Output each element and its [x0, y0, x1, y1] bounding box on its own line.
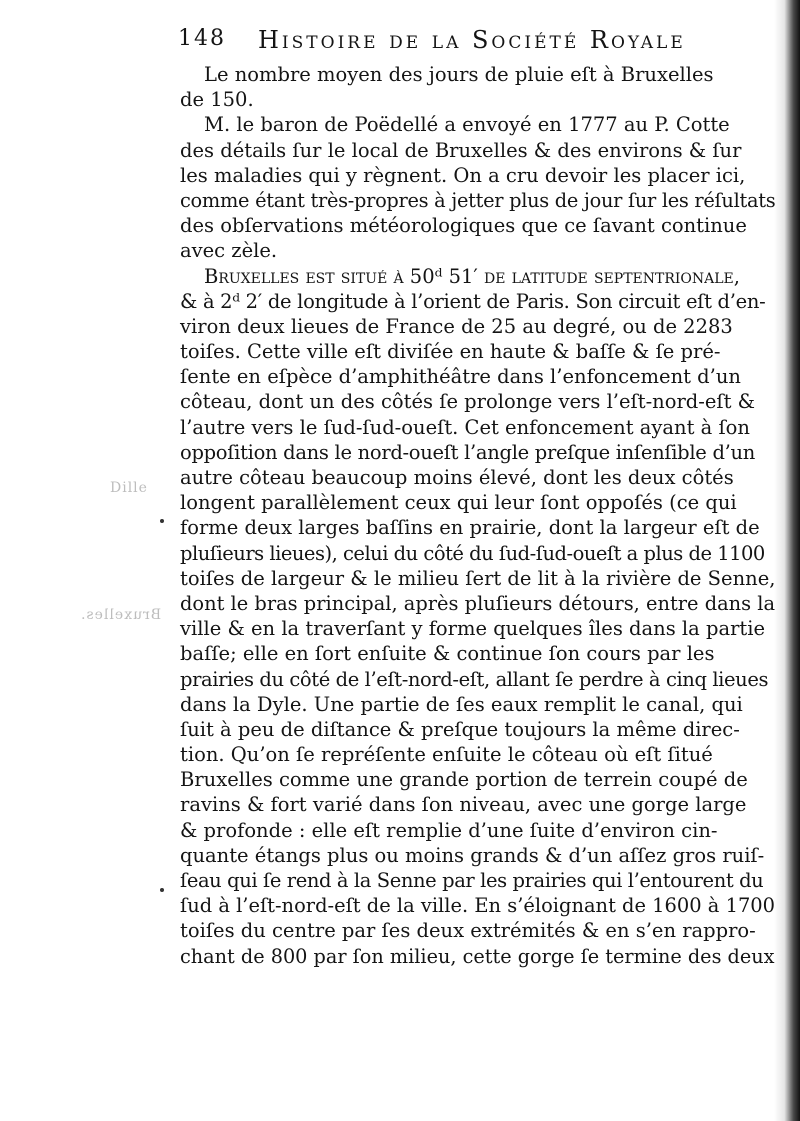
text-line: oppoſition dans le nord-oueſt l’angle preſque inſenſible d’un — [180, 440, 756, 464]
text-line: pluſieurs lieues), celui du côté du ſud-ſud-oueſt a plus de 1100 — [180, 541, 765, 565]
text-line: dont le bras principal, après pluſieurs détours, entre dans la — [180, 591, 776, 615]
text-line: viron deux lieues de France de 25 au degré, ou de 2283 — [180, 314, 733, 338]
page-binding-shadow — [774, 0, 800, 1121]
page-header — [178, 22, 778, 58]
text-line: autre côteau beaucoup moins élevé, dont les deux côtés — [180, 466, 734, 489]
margin-note-bleedthrough: Bruxelles. — [80, 607, 162, 623]
text-line: dans la Dyle. Une partie de ſes eaux remplit le canal, qui — [180, 692, 743, 716]
text-line: ville & en la traverſant y forme quelques îles dans la partie — [180, 617, 765, 641]
text-line: quante étangs plus ou moins grands & d’un aſſez gros ruiſ- — [180, 843, 765, 867]
page-number: 148 — [178, 26, 226, 51]
text-line: ravins & fort varié dans ſon niveau, avec une gorge large — [180, 793, 747, 817]
text-line: des obſervations météorologiques que ce ſavant continue — [180, 214, 747, 238]
text-line: Bruxelles comme une grande portion de terrein coupé de — [180, 768, 748, 792]
text-line: toiſes du centre par ſes deux extrémités & en s’en rappro- — [180, 919, 756, 943]
text-line: ſuit à peu de diſtance & preſque toujours la même direc- — [180, 717, 740, 741]
text-line: côteau, dont un des côtés ſe prolonge vers l’eſt-nord-eſt & — [180, 390, 756, 414]
text-line: Bruxelles eſt ſitué à 50ᵈ 51′ de latitude ſeptentrionale, — [204, 264, 740, 288]
text-line: des détails ſur le local de Bruxelles & des environs & ſur — [180, 138, 742, 162]
text-line: forme deux larges baſſins en prairie, dont la largeur eſt de — [180, 516, 760, 540]
text-line: baſſe; elle en ſort enſuite & continue ſon cours par les — [180, 642, 715, 666]
running-head: Histoire de la Société Royale — [258, 26, 686, 54]
margin-mark — [160, 519, 164, 523]
text-line: M. le baron de Poëdellé a envoyé en 1777 au P. Cotte — [204, 113, 730, 137]
text-line: toiſes. Cette ville eſt diviſée en haute & baſſe & ſe pré- — [180, 340, 721, 364]
text-line: avec zèle. — [180, 239, 278, 263]
text-line: & profonde : elle eſt remplie d’une ſuite d’environ cin- — [180, 818, 718, 842]
text-line: & à 2ᵈ 2′ de longitude à l’orient de Paris. Son circuit eſt d’en- — [180, 289, 766, 313]
text-line: ſente en eſpèce d’amphithéâtre dans l’enfoncement d’un — [180, 365, 741, 389]
text-line: de 150. — [180, 88, 254, 112]
text-line: Le nombre moyen des jours de pluie eſt à Bruxelles — [204, 63, 714, 86]
text-line: les maladies qui y règnent. On a cru devoir les placer ici, — [180, 163, 746, 187]
text-line: l’autre vers le ſud-ſud-oueſt. Cet enfoncement ayant à ſon — [180, 415, 750, 439]
text-line: comme étant très-propres à jetter plus de jour ſur les réſultats — [180, 188, 776, 212]
text-line: chant de 800 par ſon milieu, cette gorge ſe termine des deux — [180, 944, 775, 968]
text-line: ſud à l’eſt-nord-eſt de la ville. En s’éloignant de 1600 à 1700 — [180, 894, 776, 918]
text-line: ſeau qui ſe rend à la Senne par les prairies qui l’entourent du — [180, 869, 764, 892]
margin-mark — [160, 888, 164, 892]
text-line: toiſes de largeur & le milieu ſert de lit à la rivière de Senne, — [180, 566, 776, 590]
text-line: prairies du côté de l’eſt-nord-eſt, allant ſe perdre à cinq lieues — [180, 667, 769, 691]
body-text — [180, 62, 775, 969]
text-line: tion. Qu’on ſe repréſente enſuite le côteau où eſt ſitué — [180, 743, 713, 767]
margin-note-faded: Dille — [110, 480, 148, 496]
text-line: longent parallèlement ceux qui leur ſont oppoſés (ce qui — [180, 491, 737, 515]
